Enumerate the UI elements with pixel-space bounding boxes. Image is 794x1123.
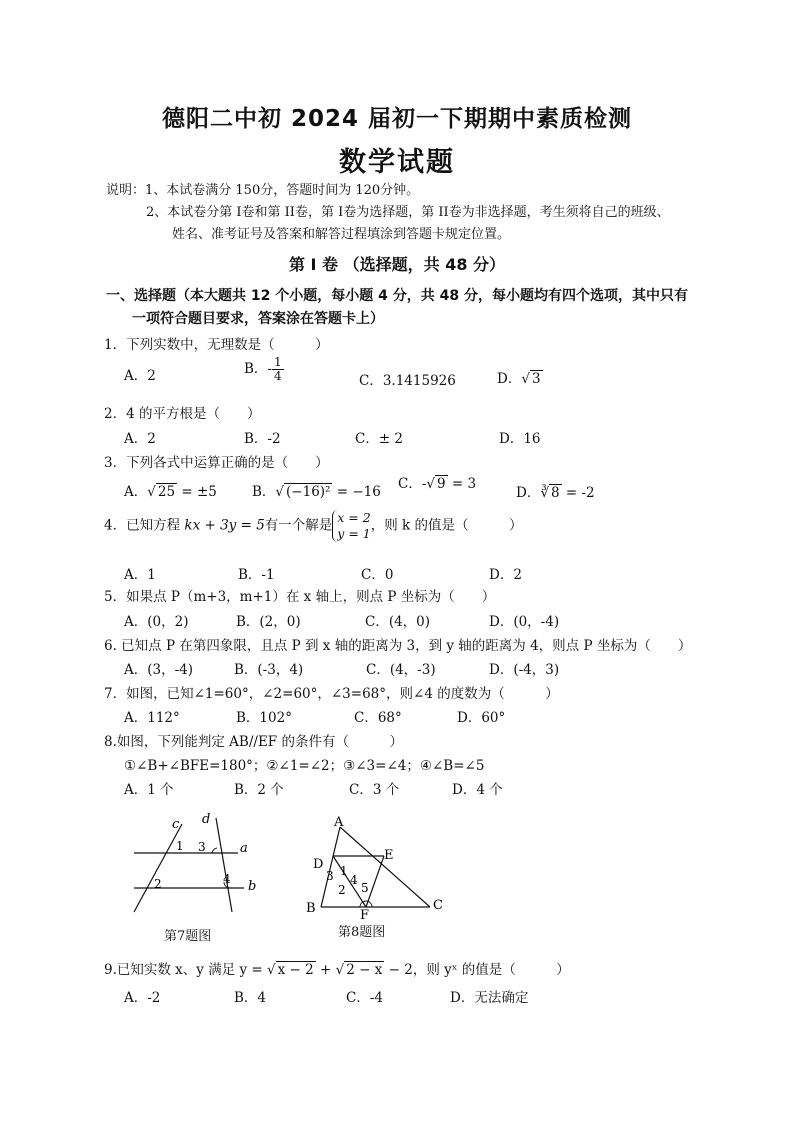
question-4-stem: 4．已知方程 kx + 3y = 5有一个解是 x = 2 y = 1，则 k 的值是（ ） [104,510,523,541]
label-D: D [313,857,324,872]
angle-5-label: 5 [361,881,369,895]
section-title: 第 I 卷 （选择题，共 48 分） [288,255,506,274]
note-line-3: 姓名、准考证号及答案和解答过程填涂到答题卡规定位置。 [172,227,511,242]
q4-option-a: A．1 [124,567,156,583]
label-d: d [202,812,211,827]
q1-option-a: A．2 [124,368,156,384]
q4-option-d: D．2 [489,567,522,583]
question-8-conditions: ①∠B+∠BFE=180°；②∠1=∠2；③∠3=∠4；④∠B=∠5 [124,758,485,774]
question-9-stem: 9.已知实数 x、y 满足 y = √ x − 2 + √ 2 − x − 2，则 yˣ 的值是（ ） [104,962,570,978]
q3-option-a: A．√ 25 = ±5 [124,484,217,500]
angle-3-label: 3 [326,869,334,883]
q9-option-b: B．4 [234,990,267,1006]
label-F: F [360,908,370,920]
label-E: E [384,848,394,863]
q9-option-c: C．-4 [346,990,383,1006]
q3-option-b: B．√ (−16)² = −16 [252,484,381,500]
q6-option-b: B．(-3，4) [234,662,304,678]
note-line-2: 2、本试卷分第 I卷和第 II卷，第 I卷为选择题，第 II卷为非选择题，考生须将自己的班级、 [146,205,670,220]
angle-3-label: 3 [198,840,206,854]
q8-option-b: B．2 个 [234,782,284,798]
angle-2-label: 2 [338,883,346,897]
q7-option-a: A．112° [124,710,180,726]
equation: kx + 3y = 5 [184,517,265,534]
q2-option-d: D．16 [499,431,541,447]
q8-option-a: A．1 个 [124,782,174,798]
angle-4-label: 4 [223,872,231,886]
angle-2-label: 2 [154,877,162,891]
fraction: $\frac{1}{4}$ [273,355,282,383]
figure-7-caption: 第7题图 [164,929,212,944]
q7-option-b: B．102° [236,710,292,726]
side-ac [340,827,430,907]
q6-option-c: C．(4，-3) [366,662,436,678]
line-d [216,818,232,912]
q2-option-c: C．± 2 [355,431,404,447]
q2-option-a: A．2 [124,431,156,447]
q1-option-c: C．3.1415926 [359,373,456,389]
part-instruction-2: 一项符合题目要求，答案涂在答题卡上） [132,311,384,327]
figure-8-caption: 第8题图 [338,925,386,940]
q6-option-d: D．(-4，3) [489,662,560,678]
label-b: b [248,879,257,894]
question-3-stem: 3．下列各式中运算正确的是（ ） [104,455,329,471]
segment-ef [366,856,384,907]
question-8-stem: 8.如图，下列能判定 AB//EF 的条件有（ ） [104,734,403,750]
q5-option-a: A．(0，2) [124,614,189,630]
exam-title: 德阳二中初 2024 届初一下期期中素质检测 [161,106,633,132]
q8-option-c: C．3 个 [349,782,400,798]
line-c [134,824,182,912]
q3-option-c: C．-√ 9 = 3 [398,476,477,492]
angle-4-label: 4 [350,873,358,887]
q3-option-d: D．∛ 8 = -2 [516,485,595,501]
exam-subtitle: 数学试题 [339,147,455,178]
label-A: A [334,815,344,830]
question-2-stem: 2．4 的平方根是（ ） [104,406,261,422]
angle-1-label: 1 [176,839,184,853]
question-5-stem: 5．如果点 P（m+3，m+1）在 x 轴上，则点 P 坐标为（ ） [104,589,496,605]
q7-option-c: C．68° [354,710,402,726]
question-7-stem: 7．如图，已知∠1=60°，∠2=60°，∠3=68°，则∠4 的度数为（ ） [104,686,559,702]
angle-1-label: 1 [340,864,348,878]
part-instruction-1: 一、选择题（本大题共 12 个小题，每小题 4 分，共 48 分，每小题均有四个选项，其中只有 [106,288,688,304]
q9-option-a: A．-2 [124,990,161,1006]
q5-option-d: D．(0，-4) [489,614,560,630]
figure-7 [120,808,280,918]
q4-option-b: B．-1 [238,567,275,583]
solution-system: x = 2 y = 1 [332,510,370,542]
label-c: c [172,817,180,832]
note-line-1: 说明：1、本试卷满分 150分，答题时间为 120分钟。 [106,183,420,198]
label-a: a [240,841,248,856]
q9-option-d: D．无法确定 [450,990,529,1006]
q6-option-a: A．(3，-4) [124,662,194,678]
figure-8 [300,812,450,920]
q1-option-d: D．√ 3 [497,371,541,387]
label-B: B [306,901,316,916]
q1-option-b: B．- $\frac{1}{4}$ [244,355,282,383]
q5-option-c: C．(4，0) [365,614,431,630]
angle-3-arc [212,848,217,853]
q2-option-b: B．-2 [244,431,281,447]
label-C: C [433,898,443,913]
q7-option-d: D．60° [457,710,506,726]
q4-option-c: C．0 [361,567,394,583]
q8-option-d: D．4 个 [452,782,503,798]
q5-option-b: B．(2，0) [236,614,301,630]
question-1-stem: 1．下列实数中，无理数是（ ） [104,337,329,353]
question-6-stem: 6. 已知点 P 在第四象限，且点 P 到 x 轴的距离为 3，到 y 轴的距离为 4，则点 P 坐标为（ ） [104,638,692,654]
